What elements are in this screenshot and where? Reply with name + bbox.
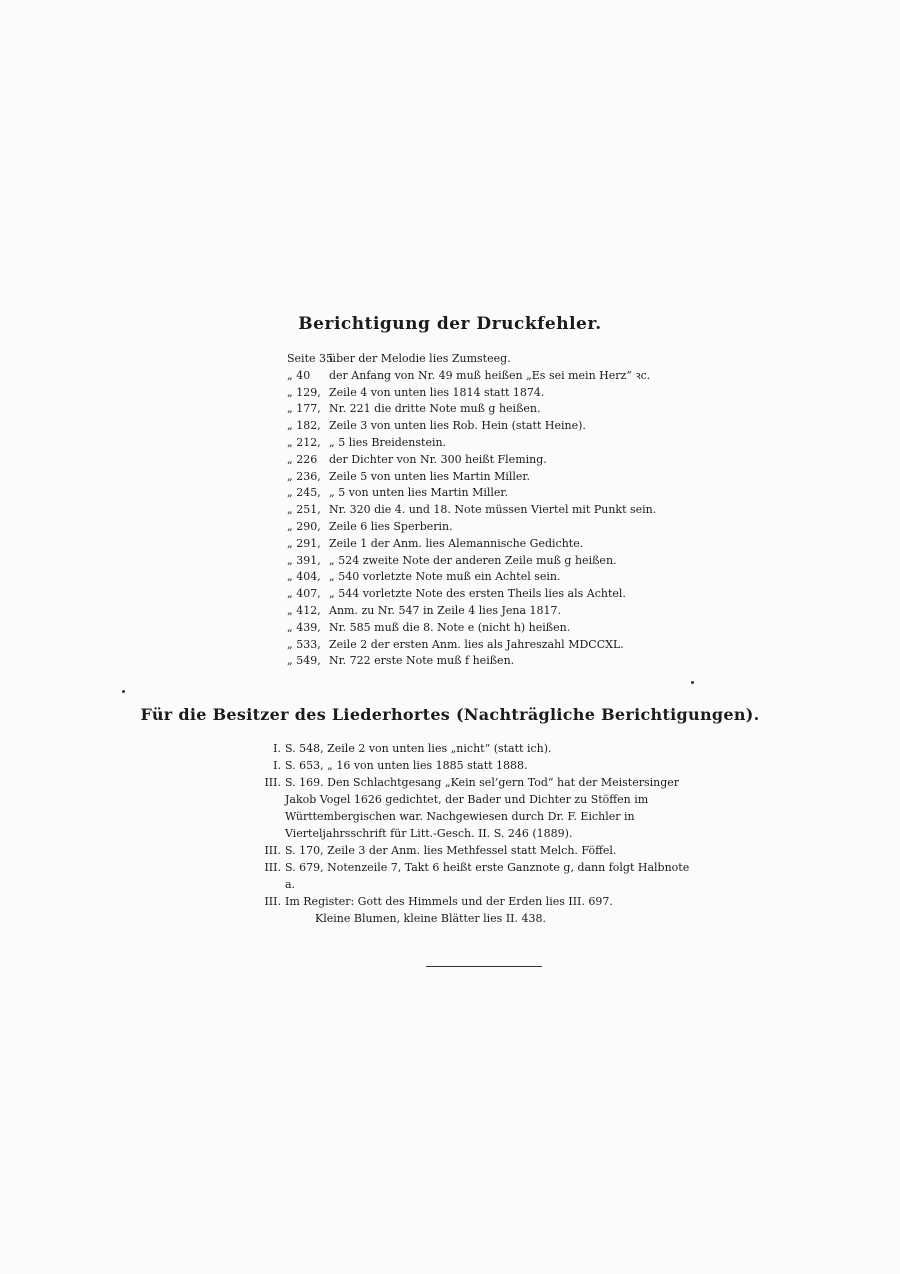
errata-row	[287, 452, 717, 469]
errata-page-ref: „ 251,	[287, 503, 321, 517]
errata-page-ref: „ 177,	[287, 402, 321, 416]
errata-correction: Zeile 4 von unten lies 1814 statt 1874.	[329, 385, 545, 399]
volume-label: I.	[273, 742, 281, 755]
errata-row	[287, 553, 717, 570]
errata-row	[287, 603, 717, 620]
supplement-text: S. 679, Notenzeile 7, Takt 6 heißt erste Ganznote g, dann folgt Halbnote a.	[285, 861, 690, 891]
supplement-row	[214, 910, 694, 927]
errata-row	[287, 536, 717, 553]
errata-page-ref: „ 129,	[287, 385, 321, 399]
errata-correction: Nr. 320 die 4. und 18. Note müssen Viertel mit Punkt sein.	[329, 503, 657, 517]
errata-row	[287, 401, 717, 418]
errata-row	[287, 469, 717, 486]
errata-correction: Zeile 6 lies Sperberin.	[329, 519, 453, 533]
supplement-title: Für die Besitzer des Liederhortes (Nachträgliche Berichtigungen).	[140, 705, 760, 724]
errata-row	[287, 418, 717, 435]
errata-page-ref: „ 226	[287, 452, 318, 466]
print-speck	[691, 681, 694, 684]
errata-page-ref: „ 404,	[287, 570, 321, 584]
errata-row	[287, 620, 717, 637]
supplement-text: S. 170, Zeile 3 der Anm. lies Methfessel statt Melch. Föffel.	[285, 844, 617, 857]
closing-rule	[426, 966, 542, 967]
supplement-text: S. 548, Zeile 2 von unten lies „nicht“ (statt ich).	[285, 742, 552, 755]
supplement-row	[214, 774, 694, 842]
errata-row	[287, 586, 717, 603]
errata-page-ref: „ 212,	[287, 435, 321, 449]
supplement-text: S. 653, „ 16 von unten lies 1885 statt 1888.	[285, 759, 528, 772]
errata-page-ref: „ 412,	[287, 603, 321, 617]
volume-label: III.	[264, 861, 281, 874]
errata-correction: „ 5 von unten lies Martin Miller.	[329, 486, 508, 500]
errata-correction: Zeile 3 von unten lies Rob. Hein (statt Heine).	[329, 419, 586, 433]
errata-correction: Anm. zu Nr. 547 in Zeile 4 lies Jena 1817.	[329, 603, 562, 617]
errata-row	[287, 519, 717, 536]
volume-label: III.	[264, 895, 281, 908]
errata-row	[287, 485, 717, 502]
errata-correction: „ 540 vorletzte Note muß ein Achtel sein.	[329, 570, 561, 584]
supplement-text: Kleine Blumen, kleine Blätter lies II. 438.	[315, 912, 546, 925]
errata-title: Berichtigung der Druckfehler.	[298, 314, 602, 334]
errata-row	[287, 653, 717, 670]
supplement-row	[214, 740, 694, 757]
errata-page-ref: „ 291,	[287, 536, 321, 550]
errata-page-ref: „ 407,	[287, 587, 321, 601]
errata-row	[287, 435, 717, 452]
errata-page-ref: Seite 35	[287, 352, 333, 365]
errata-correction: Nr. 221 die dritte Note muß g heißen.	[329, 402, 541, 416]
supplement-row	[214, 859, 694, 893]
errata-page-ref: „ 40	[287, 368, 311, 382]
supplement-text: S. 169. Den Schlachtgesang „Kein sel’gern Tod“ hat der Meistersinger Jakob Vogel 1626 gedichtet, der Bader und Dichter zu Stöffen im Württembergischen war. Nachgewiesen durch Dr. F. Eichler in Vierteljahrsschrift für Litt.-Gesch. II. S. 246 (1889).	[285, 776, 680, 840]
errata-row	[287, 368, 717, 385]
print-speck	[122, 690, 125, 693]
errata-page-ref: „ 439,	[287, 620, 321, 634]
errata-page-ref: „ 549,	[287, 654, 321, 668]
errata-correction: „ 544 vorletzte Note des ersten Theils lies als Achtel.	[329, 587, 626, 601]
supplement-row	[214, 842, 694, 859]
errata-row	[287, 569, 717, 586]
errata-correction: Nr. 585 muß die 8. Note e (nicht h) heißen.	[329, 620, 571, 634]
supplement-list	[214, 740, 694, 927]
errata-page-ref: „ 533,	[287, 637, 321, 651]
errata-correction: Zeile 1 der Anm. lies Alemannische Gedichte.	[329, 536, 584, 550]
supplement-row	[214, 757, 694, 774]
errata-correction: „ 5 lies Breidenstein.	[329, 435, 447, 449]
errata-row	[287, 385, 717, 402]
errata-correction: über der Melodie lies Zumsteeg.	[329, 352, 511, 365]
supplement-row	[214, 893, 694, 910]
volume-label: I.	[273, 759, 281, 772]
errata-list	[287, 351, 717, 670]
errata-row	[287, 637, 717, 654]
errata-correction: Zeile 5 von unten lies Martin Miller.	[329, 469, 530, 483]
errata-page-ref: „ 236,	[287, 469, 321, 483]
supplement-text: Im Register: Gott des Himmels und der Erden lies III. 697.	[285, 895, 613, 908]
errata-correction: Nr. 722 erste Note muß f heißen.	[329, 654, 515, 668]
errata-page-ref: „ 182,	[287, 419, 321, 433]
volume-label: III.	[264, 844, 281, 857]
errata-page-ref: „ 391,	[287, 553, 321, 567]
errata-page-ref: „ 245,	[287, 486, 321, 500]
errata-correction: der Anfang von Nr. 49 muß heißen „Es sei mein Herz“ ꝛc.	[329, 368, 651, 382]
volume-label: III.	[264, 776, 281, 789]
errata-row	[287, 351, 717, 368]
errata-correction: Zeile 2 der ersten Anm. lies als Jahreszahl MDCCXL.	[329, 637, 624, 651]
errata-correction: „ 524 zweite Note der anderen Zeile muß g heißen.	[329, 553, 617, 567]
errata-correction: der Dichter von Nr. 300 heißt Fleming.	[329, 452, 547, 466]
errata-page-ref: „ 290,	[287, 519, 321, 533]
errata-row	[287, 502, 717, 519]
